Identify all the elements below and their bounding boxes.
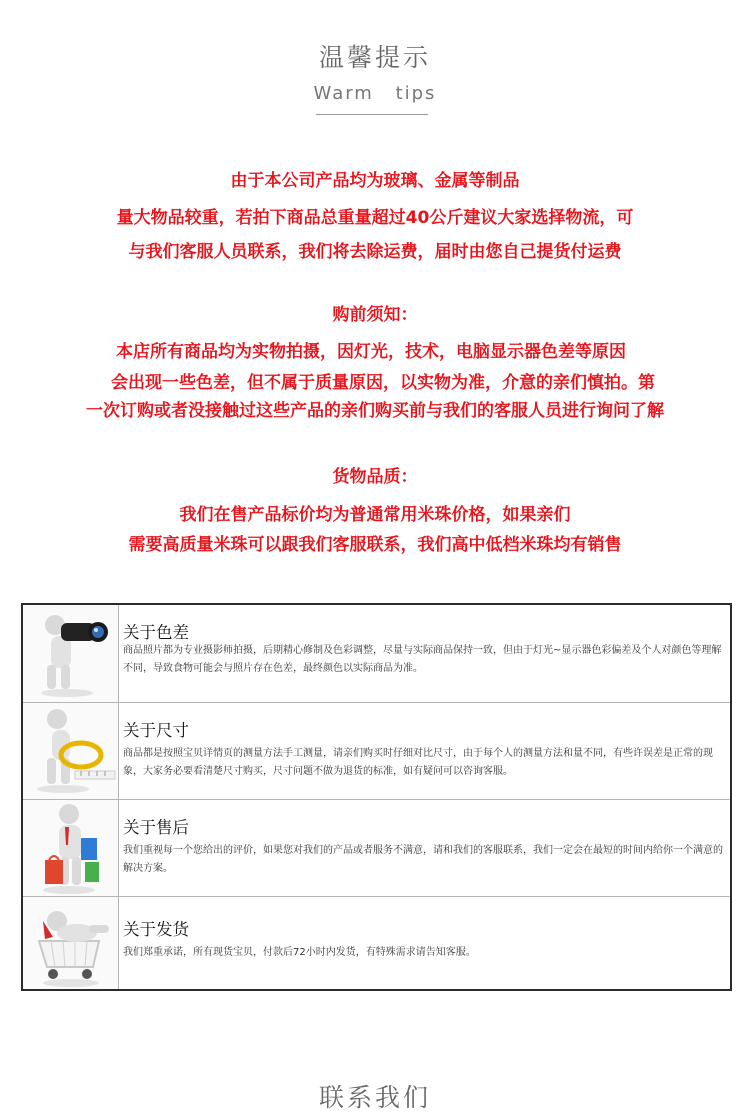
notice-line: 量大物品较重，若拍下商品总重量超过40公斤建议大家选择物流，可 — [116, 208, 634, 228]
contact-us-title: 联系我们 — [318, 1083, 431, 1112]
page-subtitle: Warm tips — [313, 83, 437, 104]
notice-line: 与我们客服人员联系，我们将去除运费，届时由您自己提货付运费 — [128, 242, 622, 262]
row-description: 商品照片都为专业摄影师拍摄，后期精心修制及色彩调整，尽量与实际商品保持一致，但由于灯光~显示器色彩偏差及个人对颜色等理解不同，导致食物可能会与照片存在色差，最终颜色以实际商品为准。 — [123, 645, 722, 674]
section-heading: 购前须知： — [332, 305, 418, 325]
row-title: 关于色差 — [123, 623, 189, 642]
table-row — [23, 702, 730, 799]
row-title: 关于发货 — [123, 920, 189, 939]
row-description: 我们重视每一个您给出的评价，如果您对我们的产品或者服务不满意，请和我们的客服联系，我们一定会在最短的时间内给你一个满意的解决方案。 — [123, 845, 723, 874]
notice-line: 本店所有商品均为实物拍摄，因灯光，技术，电脑显示器色差等原因 — [116, 342, 626, 362]
table-row — [23, 799, 730, 896]
section-heading: 货物品质： — [332, 467, 418, 487]
row-description: 我们郑重承诺，所有现货宝贝，付款后72小时内发货，有特殊需求请告知客服。 — [123, 947, 476, 958]
measuring-ring-icon — [23, 703, 119, 799]
row-description: 商品都是按照宝贝详情页的测量方法手工测量，请亲们购买时仔细对比尺寸，由于每个人的测量方法和量不同，有些许误差是正常的现象，大家务必要看清楚尺寸购买，尺寸问题不做为退货的标准，如有疑问可以咨询客服。 — [123, 748, 713, 777]
table-row — [23, 896, 730, 989]
shopping-cart-icon — [23, 897, 119, 989]
photographer-icon — [23, 605, 119, 702]
table-row — [23, 605, 730, 702]
notice-line: 一次订购或者没接触过这些产品的亲们购买前与我们的客服人员进行询问了解 — [86, 401, 664, 421]
row-title: 关于尺寸 — [123, 721, 189, 740]
notice-line: 由于本公司产品均为玻璃、金属等制品 — [230, 171, 520, 191]
shopper-bags-icon — [23, 800, 119, 896]
page-title: 温馨提示 — [318, 43, 431, 72]
title-divider — [316, 114, 428, 115]
row-title: 关于售后 — [123, 818, 189, 837]
notice-line: 会出现一些色差，但不属于质量原因，以实物为准，介意的亲们慎拍。第 — [111, 373, 655, 393]
notice-line: 我们在售产品标价均为普通常用米珠价格，如果亲们 — [179, 505, 571, 525]
info-table — [21, 603, 732, 991]
notice-line: 需要高质量米珠可以跟我们客服联系，我们高中低档米珠均有销售 — [128, 535, 622, 555]
